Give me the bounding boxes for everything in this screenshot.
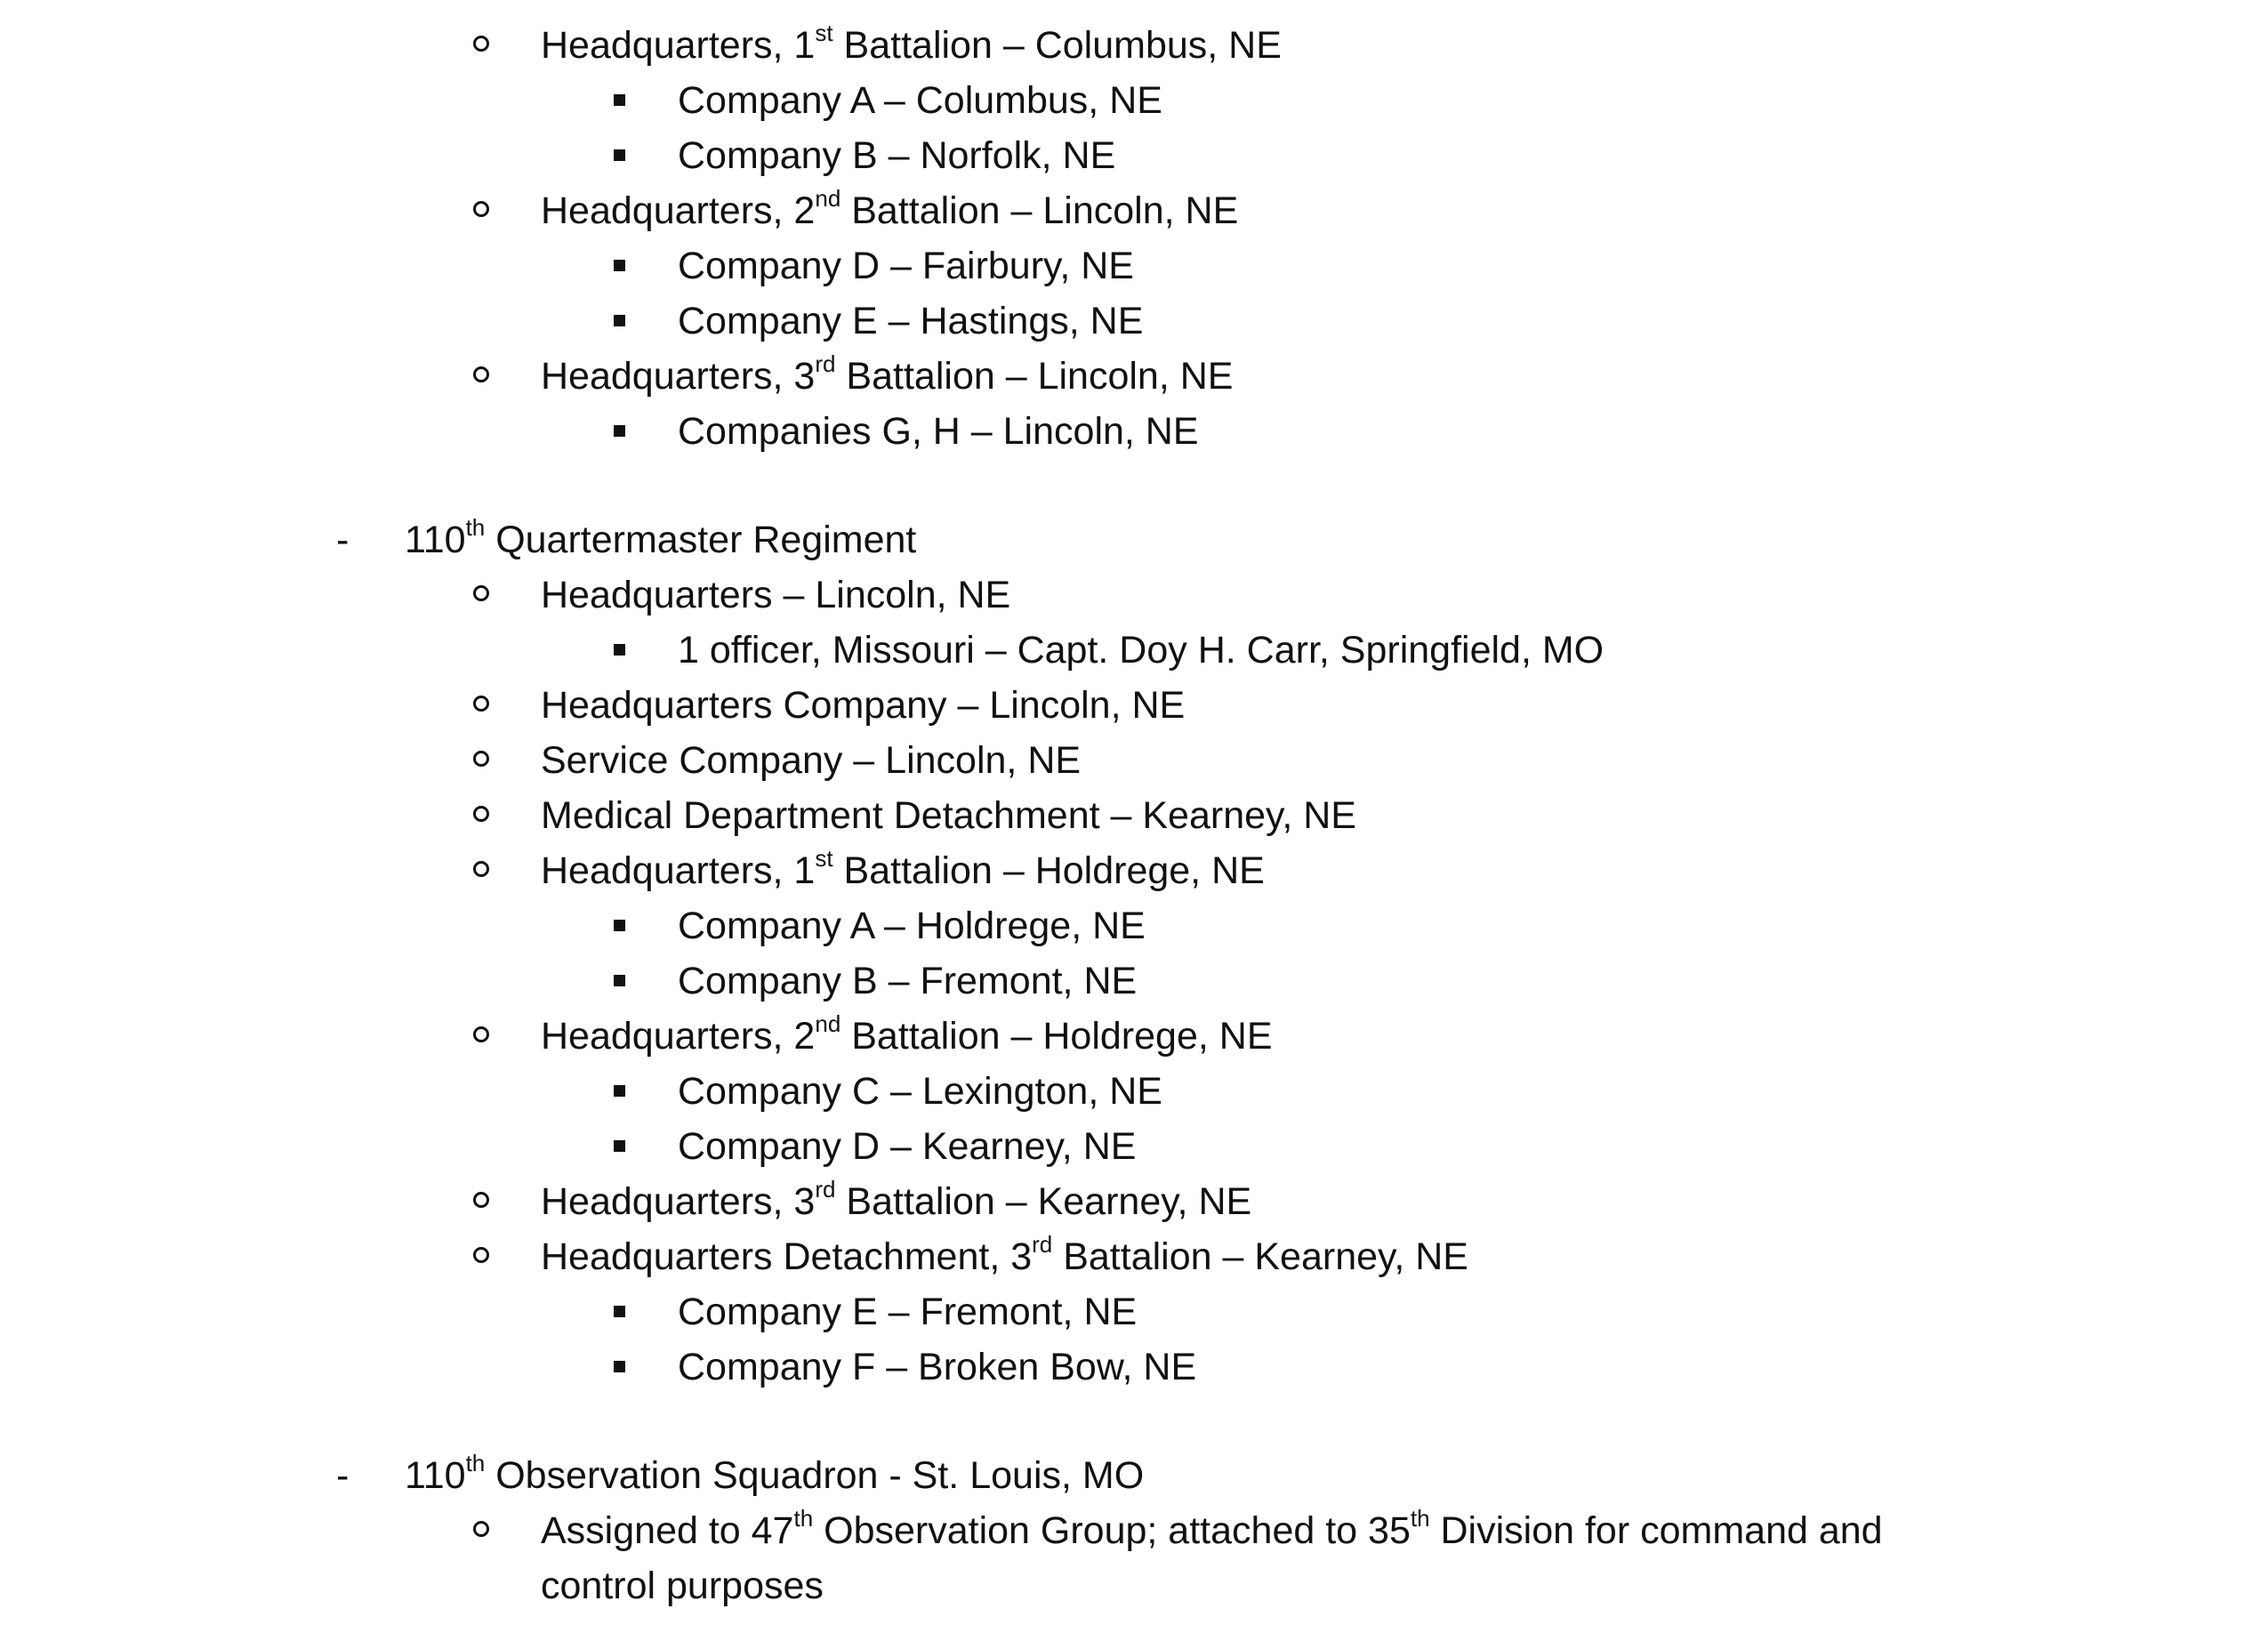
filled-square-bullet-icon bbox=[614, 1361, 625, 1372]
text-segment: Assigned to 47 bbox=[541, 1509, 794, 1552]
hollow-circle-bullet-icon bbox=[473, 751, 489, 767]
text-segment: Division for command and bbox=[1429, 1509, 1883, 1552]
outline-line-text bbox=[678, 73, 1162, 128]
text-segment: Battalion – Lincoln, NE bbox=[840, 189, 1239, 232]
outline-line-text bbox=[541, 349, 1233, 404]
outline-line-text bbox=[541, 733, 1081, 788]
outline-line-text bbox=[678, 623, 1604, 678]
outline-line-text bbox=[541, 678, 1185, 733]
text-segment: Battalion – Holdrege, NE bbox=[840, 1015, 1273, 1058]
hollow-circle-bullet-icon bbox=[473, 1192, 489, 1208]
text-segment: Quartermaster Regiment bbox=[485, 519, 917, 561]
outline-line-text bbox=[541, 1174, 1251, 1229]
hollow-circle-bullet-icon bbox=[473, 861, 489, 877]
text-segment: Battalion – Kearney, NE bbox=[1052, 1235, 1468, 1278]
hollow-circle-bullet-icon bbox=[473, 366, 489, 382]
text-segment: Observation Group; attached to 35 bbox=[813, 1509, 1411, 1552]
outline-line-text bbox=[541, 843, 1265, 898]
ordinal-suffix: th bbox=[465, 1449, 486, 1476]
hollow-circle-bullet-icon bbox=[473, 696, 489, 712]
outline-line-text bbox=[541, 1009, 1273, 1064]
text-segment: Headquarters, 3 bbox=[541, 1180, 816, 1223]
text-segment: Company C – Lexington, NE bbox=[678, 1070, 1162, 1113]
filled-square-bullet-icon bbox=[614, 644, 625, 656]
hollow-circle-bullet-icon bbox=[473, 585, 489, 601]
text-segment: Company E – Fremont, NE bbox=[678, 1291, 1138, 1333]
ordinal-suffix: th bbox=[465, 513, 486, 541]
text-segment: Company D – Fairbury, NE bbox=[678, 245, 1134, 287]
text-segment: Company B – Fremont, NE bbox=[678, 960, 1138, 1002]
text-segment: Company B – Norfolk, NE bbox=[678, 134, 1116, 177]
outline-line-text bbox=[405, 1448, 1144, 1503]
text-segment: 110 bbox=[405, 1454, 466, 1497]
outline-line-text bbox=[678, 1119, 1136, 1174]
dash-bullet-icon: - bbox=[336, 519, 350, 561]
hollow-circle-bullet-icon bbox=[473, 1247, 489, 1263]
filled-square-bullet-icon bbox=[614, 260, 625, 271]
filled-square-bullet-icon bbox=[614, 425, 625, 437]
ordinal-suffix: th bbox=[1410, 1504, 1430, 1532]
outline-line-text bbox=[678, 1064, 1162, 1119]
outline-line-text bbox=[541, 1229, 1468, 1284]
text-segment: Headquarters, 2 bbox=[541, 1015, 816, 1058]
ordinal-suffix: nd bbox=[815, 184, 841, 212]
outline-line-text bbox=[541, 18, 1282, 73]
outline-line-text bbox=[678, 953, 1137, 1009]
ordinal-suffix: rd bbox=[815, 1175, 836, 1203]
outline-line-text bbox=[678, 1284, 1137, 1339]
outline-line-text bbox=[678, 898, 1146, 953]
text-segment: Headquarters, 1 bbox=[541, 24, 816, 67]
text-segment: Observation Squadron - St. Louis, MO bbox=[485, 1454, 1145, 1497]
filled-square-bullet-icon bbox=[614, 920, 625, 931]
ordinal-suffix: th bbox=[793, 1504, 814, 1532]
filled-square-bullet-icon bbox=[614, 1140, 625, 1152]
text-segment: Headquarters Detachment, 3 bbox=[541, 1235, 1033, 1278]
text-segment: Company F – Broken Bow, NE bbox=[678, 1346, 1197, 1388]
dash-bullet-icon: - bbox=[336, 1454, 350, 1497]
hollow-circle-bullet-icon bbox=[473, 201, 489, 217]
outline-line-text bbox=[541, 1558, 824, 1613]
text-segment: Medical Department Detachment – Kearney, NE bbox=[541, 794, 1356, 837]
text-segment: Headquarters, 3 bbox=[541, 355, 816, 398]
outline-line-text bbox=[541, 1503, 1883, 1558]
ordinal-suffix: rd bbox=[815, 350, 836, 377]
text-segment: Service Company – Lincoln, NE bbox=[541, 739, 1082, 782]
outline-line-text bbox=[678, 404, 1199, 459]
text-segment: Battalion – Columbus, NE bbox=[832, 24, 1282, 67]
outline-line-text bbox=[678, 1339, 1196, 1395]
text-segment: Company A – Holdrege, NE bbox=[678, 905, 1146, 947]
text-segment: Company A – Columbus, NE bbox=[678, 79, 1162, 122]
hollow-circle-bullet-icon bbox=[473, 806, 489, 822]
filled-square-bullet-icon bbox=[614, 315, 625, 326]
outline-line-text bbox=[541, 788, 1356, 843]
filled-square-bullet-icon bbox=[614, 975, 625, 986]
text-segment: Company D – Kearney, NE bbox=[678, 1125, 1137, 1168]
hollow-circle-bullet-icon bbox=[473, 36, 489, 52]
text-segment: Headquarters Company – Lincoln, NE bbox=[541, 684, 1186, 727]
text-segment: Battalion – Kearney, NE bbox=[835, 1180, 1252, 1223]
text-segment: Headquarters, 2 bbox=[541, 189, 816, 232]
text-segment: Battalion – Holdrege, NE bbox=[832, 849, 1265, 892]
text-segment: Battalion – Lincoln, NE bbox=[835, 355, 1234, 398]
hollow-circle-bullet-icon bbox=[473, 1026, 489, 1042]
ordinal-suffix: rd bbox=[1032, 1230, 1053, 1258]
text-segment: Headquarters – Lincoln, NE bbox=[541, 574, 1011, 616]
filled-square-bullet-icon bbox=[614, 94, 625, 106]
outline-line-text bbox=[678, 238, 1134, 294]
ordinal-suffix: nd bbox=[815, 1010, 841, 1037]
hollow-circle-bullet-icon bbox=[473, 1521, 489, 1537]
outline-line-text bbox=[405, 512, 916, 567]
filled-square-bullet-icon bbox=[614, 149, 625, 161]
text-segment: 1 officer, Missouri – Capt. Doy H. Carr, Springfield, MO bbox=[678, 629, 1604, 672]
ordinal-suffix: st bbox=[815, 844, 833, 872]
outline-line-text bbox=[541, 567, 1010, 623]
outline-line-text bbox=[678, 294, 1143, 349]
filled-square-bullet-icon bbox=[614, 1085, 625, 1097]
text-segment: Companies G, H – Lincoln, NE bbox=[678, 410, 1199, 453]
outline-line-text bbox=[541, 183, 1238, 238]
ordinal-suffix: st bbox=[815, 19, 833, 46]
text-segment: 110 bbox=[405, 519, 466, 561]
text-segment: control purposes bbox=[541, 1565, 824, 1607]
outline-line-text bbox=[678, 128, 1115, 183]
text-segment: Company E – Hastings, NE bbox=[678, 300, 1144, 342]
filled-square-bullet-icon bbox=[614, 1306, 625, 1317]
text-segment: Headquarters, 1 bbox=[541, 849, 816, 892]
